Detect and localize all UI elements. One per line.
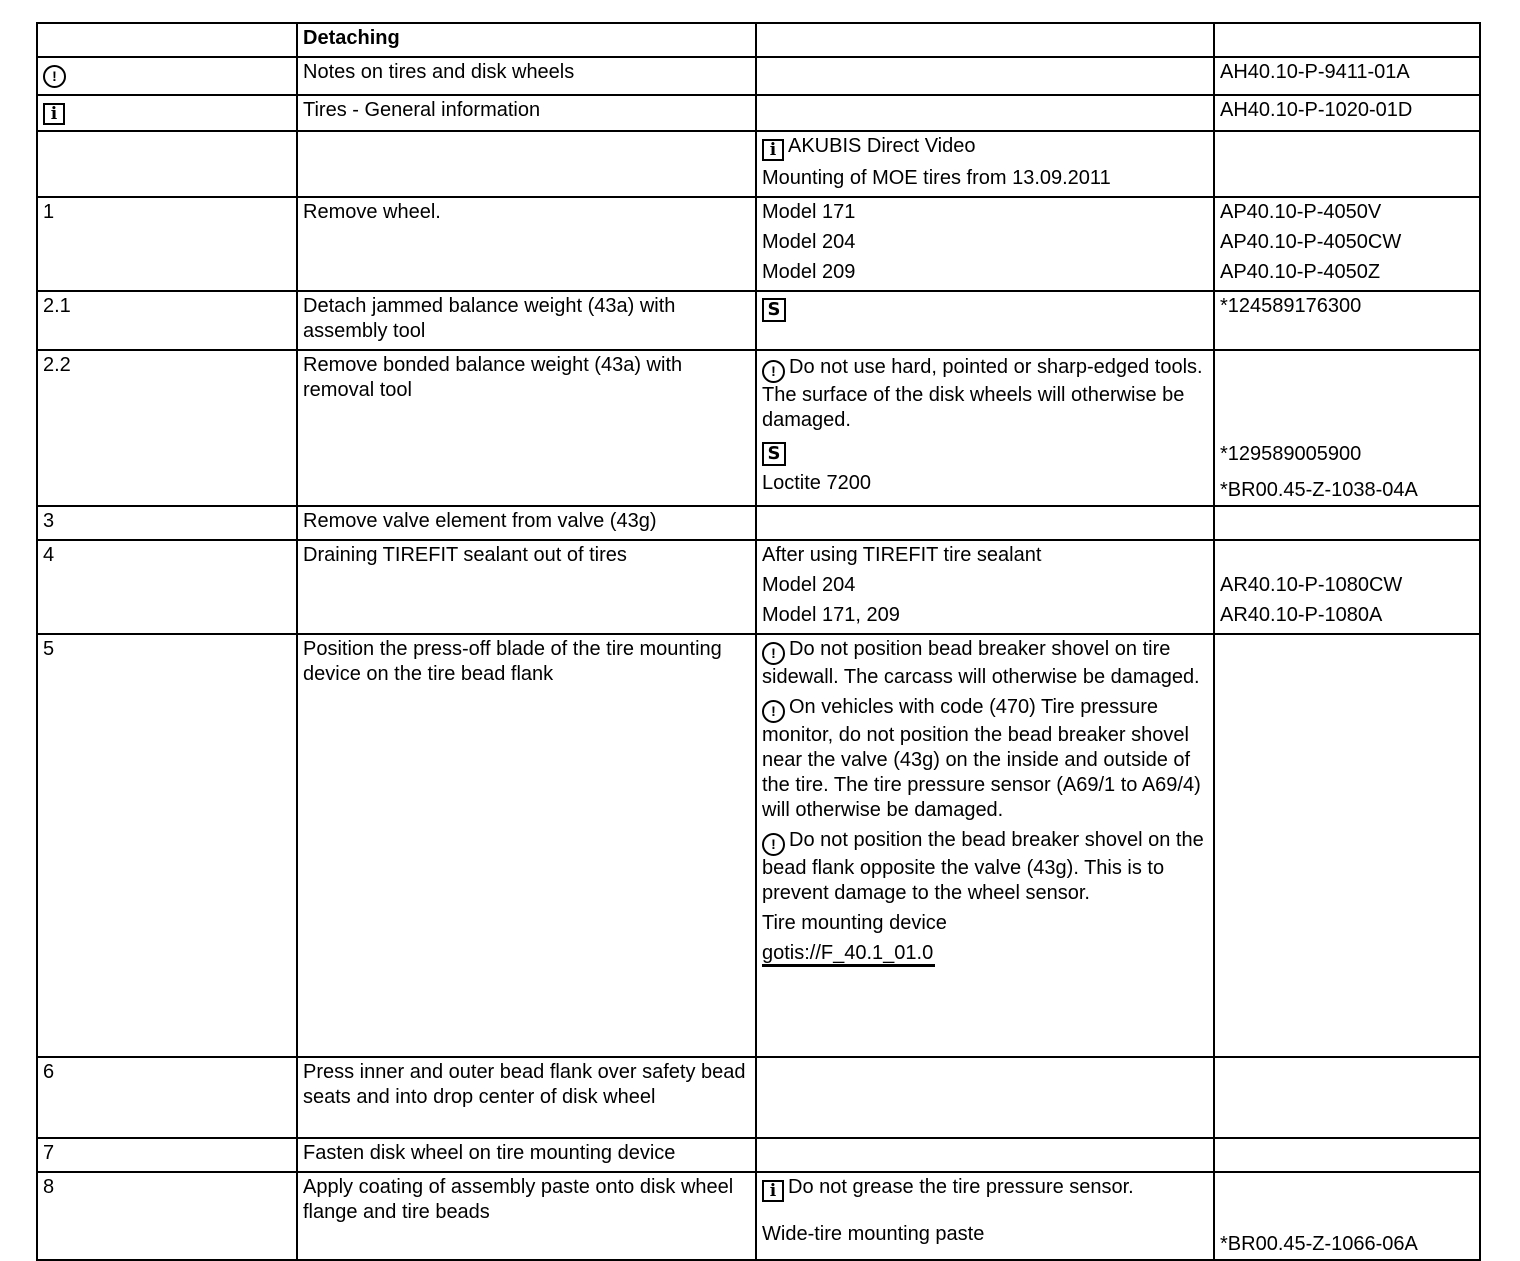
entry-text: Remove bonded balance weight (43a) with removal tool [303, 354, 683, 401]
cell-entry [762, 1175, 1209, 1202]
entry-text: Do not position bead breaker shovel on tire sidewall. The carcass will otherwise be damaged. [762, 638, 1200, 688]
notes-cell [756, 291, 1214, 350]
cell-entry [762, 695, 1209, 823]
notes-cell [756, 1172, 1214, 1260]
cell-entry [303, 637, 751, 687]
notes-cell [756, 197, 1214, 291]
cell-entry [303, 543, 751, 568]
reference-cell [1214, 23, 1480, 57]
cell-entry [762, 134, 1209, 161]
notes-cell [756, 350, 1214, 506]
step-number-cell [37, 95, 297, 131]
reference-cell [1214, 57, 1480, 95]
notes-cell [756, 57, 1214, 95]
cell-entry [1220, 478, 1475, 503]
cell-entry [1220, 260, 1475, 285]
cell-entry [43, 1060, 292, 1085]
instruction-cell [297, 506, 756, 540]
cell-entry [43, 543, 292, 568]
table-row [37, 634, 1480, 1057]
cell-entry [303, 1175, 751, 1225]
cell-entry [303, 1141, 751, 1166]
warning-icon: ! [43, 65, 66, 88]
step-number-cell [37, 350, 297, 506]
entry-text: 7 [43, 1142, 55, 1164]
table-row [37, 57, 1480, 95]
cell-entry [762, 438, 1209, 466]
cell-entry [303, 509, 751, 534]
step-number-cell [37, 1172, 297, 1260]
notes-cell [756, 1057, 1214, 1138]
notes-cell [756, 131, 1214, 197]
entry-text: Model 204 [762, 574, 856, 596]
table-row [37, 506, 1480, 540]
warning-icon: ! [762, 833, 785, 856]
entry-text: On vehicles with code (470) Tire pressure monitor, do not position the bead breaker shovel near the valve (43g) on the inside and outside of the tire. The tire pressure sensor (A69/1 to A69/4) will otherwise be damaged. [762, 696, 1201, 821]
entry-text: Do not position the bead breaker shovel on the bead flank opposite the valve (43g). This is to prevent damage to the wheel sensor. [762, 829, 1204, 904]
notes-cell [756, 540, 1214, 634]
entry-text: Mounting of MOE tires from 13.09.2011 [762, 167, 1111, 189]
entry-text: Loctite 7200 [762, 472, 871, 494]
entry-text: 4 [43, 544, 55, 566]
reference-cell [1214, 1057, 1480, 1138]
step-number-cell [37, 1138, 297, 1172]
table-row [37, 197, 1480, 291]
cell-entry [43, 1141, 292, 1166]
step-number-cell [37, 131, 297, 197]
entry-text: Detach jammed balance weight (43a) with assembly tool [303, 295, 676, 342]
entry-text: *124589176300 [1220, 295, 1362, 317]
table-row [37, 23, 1480, 57]
cell-entry [1220, 442, 1475, 467]
cell-entry [43, 509, 292, 534]
step-number-cell [37, 634, 297, 1057]
cell-entry [1220, 603, 1475, 628]
entry-text: Fasten disk wheel on tire mounting device [303, 1142, 676, 1164]
cell-entry [303, 26, 751, 51]
step-number-cell [37, 23, 297, 57]
reference-cell [1214, 634, 1480, 1057]
entry-text: 3 [43, 510, 55, 532]
cell-entry [43, 200, 292, 225]
entry-text: Tires - General information [303, 99, 541, 121]
notes-cell [756, 23, 1214, 57]
instruction-cell [297, 1172, 756, 1260]
table-row [37, 131, 1480, 197]
entry-text: Do not use hard, pointed or sharp-edged tools. The surface of the disk wheels will otherwise be damaged. [762, 356, 1203, 431]
instruction-cell [297, 57, 756, 95]
instruction-cell [297, 291, 756, 350]
entry-text: 6 [43, 1061, 55, 1083]
cell-entry [762, 573, 1209, 598]
cell-entry [43, 60, 292, 88]
warning-icon: ! [762, 360, 785, 383]
reference-cell [1214, 131, 1480, 197]
cell-entry [1220, 200, 1475, 225]
entry-text: After using TIREFIT tire sealant [762, 544, 1042, 566]
entry-text: Model 171, 209 [762, 604, 900, 626]
reference-cell [1214, 291, 1480, 350]
step-number-cell [37, 291, 297, 350]
entry-text: AP40.10-P-4050CW [1220, 231, 1402, 253]
cell-entry [762, 260, 1209, 285]
instruction-cell [297, 350, 756, 506]
cell-entry [43, 1175, 292, 1200]
entry-text: Remove valve element from valve (43g) [303, 510, 657, 532]
entry-text: AR40.10-P-1080A [1220, 604, 1383, 626]
cell-entry [43, 294, 292, 319]
table-row [37, 540, 1480, 634]
instruction-cell [297, 1057, 756, 1138]
entry-text: Model 209 [762, 261, 856, 283]
table-row [37, 350, 1480, 506]
instruction-cell [297, 23, 756, 57]
table-row [37, 1172, 1480, 1260]
instruction-cell [297, 1138, 756, 1172]
entry-text: AH40.10-P-1020-01D [1220, 99, 1413, 121]
reference-cell [1214, 350, 1480, 506]
entry-text: *BR00.45-Z-1038-04A [1220, 479, 1418, 501]
entry-text: *129589005900 [1220, 443, 1362, 465]
instruction-cell [297, 540, 756, 634]
cell-entry [1220, 294, 1475, 319]
cell-entry [762, 911, 1209, 936]
cell-entry [1220, 98, 1475, 123]
cell-entry [43, 98, 292, 125]
notes-cell [756, 506, 1214, 540]
instruction-cell [297, 197, 756, 291]
entry-text: Model 171 [762, 201, 856, 223]
procedure-table-body [37, 23, 1480, 1260]
step-number-cell [37, 506, 297, 540]
notes-cell [756, 1138, 1214, 1172]
cell-entry [303, 294, 751, 344]
cell-entry [303, 98, 751, 123]
info-icon: i [762, 1180, 784, 1202]
entry-text: 2.2 [43, 354, 71, 376]
cell-entry [762, 941, 1209, 966]
cell-entry [303, 60, 751, 85]
entry-text: AH40.10-P-9411-01A [1220, 61, 1410, 83]
cell-entry [303, 200, 751, 225]
entry-text: AP40.10-P-4050Z [1220, 261, 1381, 283]
entry-text: 2.1 [43, 295, 71, 317]
cell-entry [1220, 60, 1475, 85]
cell-entry [762, 603, 1209, 628]
table-row [37, 95, 1480, 131]
entry-text: Model 204 [762, 231, 856, 253]
warning-icon: ! [762, 700, 785, 723]
cell-entry [43, 353, 292, 378]
notes-cell [756, 634, 1214, 1057]
cell-entry [1220, 230, 1475, 255]
cell-entry [762, 294, 1209, 322]
table-row [37, 291, 1480, 350]
cell-entry [762, 471, 1209, 496]
cell-entry [762, 230, 1209, 255]
entry-text: Press inner and outer bead flank over safety bead seats and into drop center of disk wheel [303, 1061, 746, 1108]
table-row [37, 1138, 1480, 1172]
entry-text: AP40.10-P-4050V [1220, 201, 1382, 223]
section-heading: Detaching [303, 27, 400, 49]
entry-text: 5 [43, 638, 55, 660]
reference-cell [1214, 506, 1480, 540]
entry-text [1220, 544, 1226, 566]
cell-entry [762, 637, 1209, 690]
entry-text: *BR00.45-Z-1066-06A [1220, 1233, 1418, 1255]
cell-entry [303, 1060, 751, 1110]
cell-entry [762, 355, 1209, 433]
instruction-cell [297, 95, 756, 131]
info-icon: i [762, 139, 784, 161]
cell-entry [1220, 543, 1475, 568]
entry-text: Draining TIREFIT sealant out of tires [303, 544, 627, 566]
step-number-cell [37, 1057, 297, 1138]
cell-entry [303, 353, 751, 403]
instruction-cell [297, 131, 756, 197]
entry-text: 8 [43, 1176, 55, 1198]
step-number-cell [37, 57, 297, 95]
gotis-link[interactable]: gotis://F_40.1_01.0 [762, 942, 935, 967]
entry-text: Apply coating of assembly paste onto disk wheel flange and tire beads [303, 1176, 734, 1223]
reference-cell [1214, 1172, 1480, 1260]
procedure-table [36, 22, 1481, 1261]
entry-text: Position the press-off blade of the tire mounting device on the tire bead flank [303, 638, 722, 685]
entry-text: 1 [43, 201, 55, 223]
table-row [37, 1057, 1480, 1138]
entry-text: Notes on tires and disk wheels [303, 61, 575, 83]
reference-cell [1214, 1138, 1480, 1172]
cell-entry [43, 637, 292, 662]
step-number-cell [37, 197, 297, 291]
entry-text: Remove wheel. [303, 201, 441, 223]
notes-cell [756, 95, 1214, 131]
cell-entry [762, 200, 1209, 225]
cell-entry [1220, 1232, 1475, 1257]
cell-entry [762, 166, 1209, 191]
cell-entry [1220, 573, 1475, 598]
reference-cell [1214, 540, 1480, 634]
info-icon: i [43, 103, 65, 125]
tool-icon: S [762, 442, 786, 466]
tool-icon: S [762, 298, 786, 322]
entry-text: AKUBIS Direct Video [788, 135, 976, 157]
reference-cell [1214, 197, 1480, 291]
step-number-cell [37, 540, 297, 634]
entry-text: Do not grease the tire pressure sensor. [788, 1176, 1134, 1198]
warning-icon: ! [762, 642, 785, 665]
cell-entry [762, 1222, 1209, 1247]
entry-text: AR40.10-P-1080CW [1220, 574, 1403, 596]
cell-entry [762, 828, 1209, 906]
cell-entry [762, 543, 1209, 568]
entry-text: Tire mounting device [762, 912, 947, 934]
reference-cell [1214, 95, 1480, 131]
entry-text: Wide-tire mounting paste [762, 1223, 985, 1245]
instruction-cell [297, 634, 756, 1057]
